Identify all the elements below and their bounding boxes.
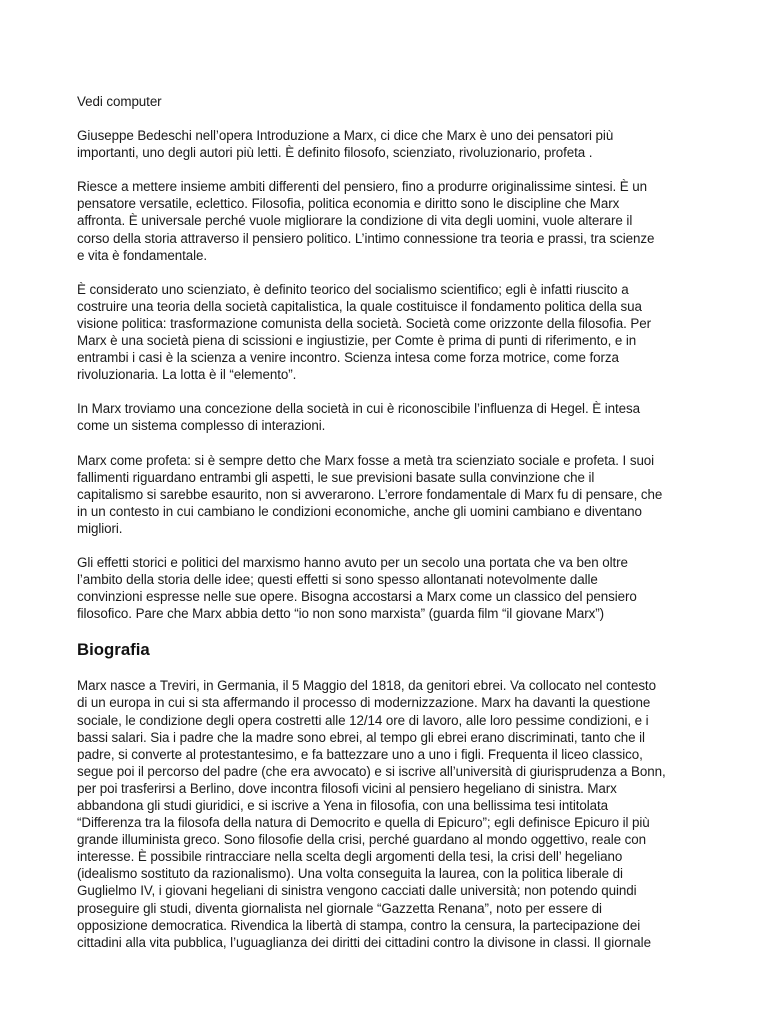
paragraph-scienziato: È considerato uno scienziato, è definito teorico del socialismo scientifico; egli è infatti riuscito a costruire una teoria della società capitalistica, la quale costituisce il fondamento politica della sua visione politica: trasformazione comunista della società. Società come orizzonte della filosofia. Per Marx è una società piena di scissioni e ingiustizie, per Comte è prima di punti di riferimento, e in entrambi i casi è la scienza a venire incontro. Scienza intesa come forza motrice, come forza rivoluzionaria. La lotta è il “elemento”. (77, 281, 651, 383)
paragraph-effetti: Gli effetti storici e politici del marxismo hanno avuto per un secolo una portata che va ben oltre l’ambito della storia delle idee; questi effetti si sono spesso allontanati notevolmente dalle convinzioni espresse nelle sue opere. Bisogna accostarsi a Marx come un classico del pensiero filosofico. Pare che Marx abbia detto “io non sono marxista” (guarda film “il giovane Marx”) (77, 554, 637, 622)
section-heading-biografia: Biografia (77, 640, 150, 660)
paragraph-hegel: In Marx troviamo una concezione della società in cui è riconoscibile l’influenza di Hegel. È intesa come un sistema complesso di interazioni. (77, 401, 640, 434)
paragraph-biografia: Marx nasce a Treviri, in Germania, il 5 Maggio del 1818, da genitori ebrei. Va collocato nel contesto di un europa in cui si sta affermando il processo di modernizzazione. Marx ha davanti la questione sociale, le condizione degli opera costretti alle 12/14 ore di lavoro, alle loro pessime condizioni, e i bassi salari. Sia i padre che la madre sono ebrei, al tempo gli ebrei erano discriminati, tanto che il padre, si converte al protestantesimo, e fa battezzare uno a uno i figli. Frequenta il liceo classico, segue poi il percorso del padre (che era avvocato) e si iscrive all’università di giurisprudenza a Bonn, per poi trasferirsi a Berlino, dove incontra filosofi vicini al pensiero hegeliano di sinistra. Marx abbandona gli studi giuridici, e si iscrive a Yena in filosofia, con una bellissima tesi intitolata “Differenza tra la filosofa della natura di Democrito e quella di Epicuro”; egli definisce Epicuro il più grande illuminista greco. Sono filosofie della crisi, perché guardano al mondo oggettivo, reale con interesse. È possibile rintracciare nella scelta degli argomenti della tesi, la crisi dell’ hegeliano (idealismo sostituto da razionalismo). Una volta conseguita la laurea, con la politica liberale di Guglielmo IV, i giovani hegeliani di sinistra vengono cacciati dalle università; non potendo quindi proseguire gli studi, diventa giornalista nel giornale “Gazzetta Renana”, noto per essere di opposizione democratica. Rivendica la libertà di stampa, contro la censura, la partecipazione dei cittadini alla vita pubblica, l’uguaglianza dei diritti dei cittadini contro la divisone in classi. Il giornale (77, 678, 666, 950)
intro-line: Vedi computer (77, 94, 162, 109)
paragraph-bedeschi: Giuseppe Bedeschi nell’opera Introduzione a Marx, ci dice che Marx è uno dei pensatori più importanti, uno degli autori più letti. È definito filosofo, scienziato, rivoluzionario, profeta . (77, 128, 614, 161)
paragraph-profeta: Marx come profeta: si è sempre detto che Marx fosse a metà tra scienziato sociale e profeta. I suoi fallimenti riguardano entrambi gli aspetti, le sue previsioni basate sulla convinzione che il capitalismo si sarebbe esaurito, non si avverarono. L’errore fondamentale di Marx fu di pensare, che in un contesto in cui cambiano le condizioni economiche, anche gli uomini cambiano e diventano migliori. (77, 452, 663, 536)
paragraph-sintesi: Riesce a mettere insieme ambiti differenti del pensiero, fino a produrre originalissime sintesi. È un pensatore versatile, eclettico. Filosofia, politica economia e diritto sono le discipline che Marx affronta. È universale perché vuole migliorare la condizione di vita degli uomini, vuole alterare il corso della storia attraverso il pensiero politico. L’intimo connessione tra teoria e prassi, tra scienze e vita è fondamentale. (77, 179, 655, 263)
